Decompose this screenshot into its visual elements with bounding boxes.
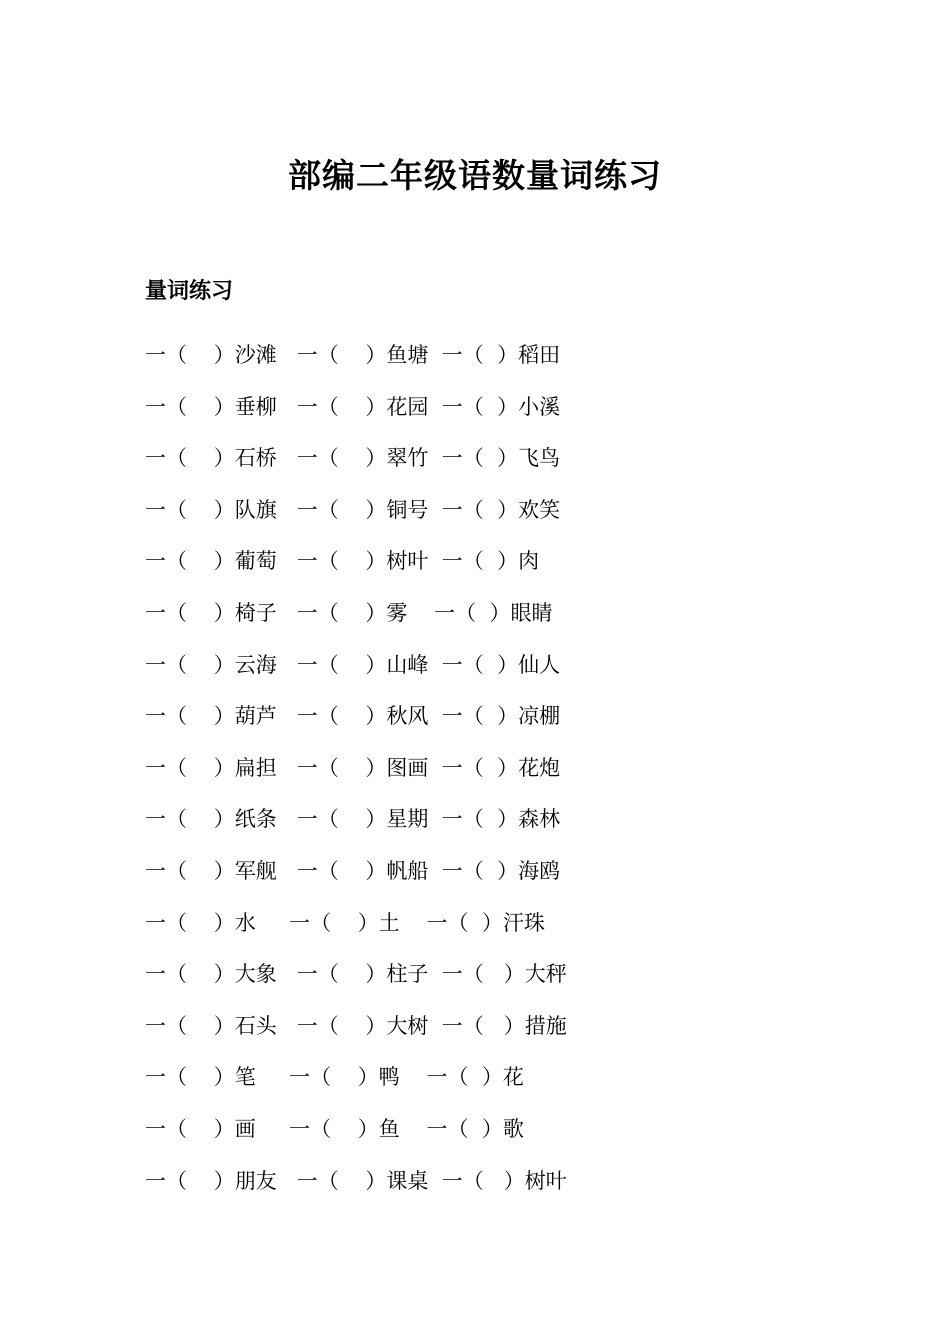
exercise-row: 一（ ）纸条 一（ ）星期 一（ ）森林 [145, 807, 561, 832]
exercise-row: 一（ ）军舰 一（ ）帆船 一（ ）海鸥 [145, 858, 561, 883]
exercise-row: 一（ ）葫芦 一（ ）秋风 一（ ）凉棚 [145, 704, 561, 729]
exercise-row: 一（ ）朋友 一（ ）课桌 一（ ）树叶 [145, 1168, 567, 1193]
exercise-row: 一（ ）沙滩 一（ ）鱼塘 一（ ）稻田 [145, 343, 561, 367]
exercise-row: 一（ ）扁担 一（ ）图画 一（ ）花炮 [145, 755, 561, 780]
exercise-row: 一（ ）笔 一（ ）鸭 一（ ）花 [145, 1065, 524, 1090]
exercise-row: 一（ ）石头 一（ ）大树 一（ ）措施 [145, 1013, 567, 1038]
exercise-list [145, 336, 845, 1213]
document-title: 部编二年级语数量词练习 [288, 156, 662, 195]
exercise-row: 一（ ）画 一（ ）鱼 一（ ）歌 [145, 1116, 524, 1141]
exercise-row: 一（ ）队旗 一（ ）铜号 一（ ）欢笑 [145, 497, 561, 522]
exercise-row: 一（ ）葡萄 一（ ）树叶 一（ ）肉 [145, 549, 540, 574]
exercise-row: 一（ ）椅子 一（ ）雾 一（ ）眼睛 [145, 600, 553, 625]
exercise-row: 一（ ）大象 一（ ）柱子 一（ ）大秤 [145, 962, 567, 987]
section-heading: 量词练习 [145, 278, 234, 304]
exercise-row: 一（ ）石桥 一（ ）翠竹 一（ ）飞鸟 [145, 446, 561, 471]
exercise-row: 一（ ）水 一（ ）土 一（ ）汗珠 [145, 910, 545, 935]
exercise-row: 一（ ）云海 一（ ）山峰 一（ ）仙人 [145, 652, 561, 677]
exercise-row: 一（ ）垂柳 一（ ）花园 一（ ）小溪 [145, 394, 561, 419]
